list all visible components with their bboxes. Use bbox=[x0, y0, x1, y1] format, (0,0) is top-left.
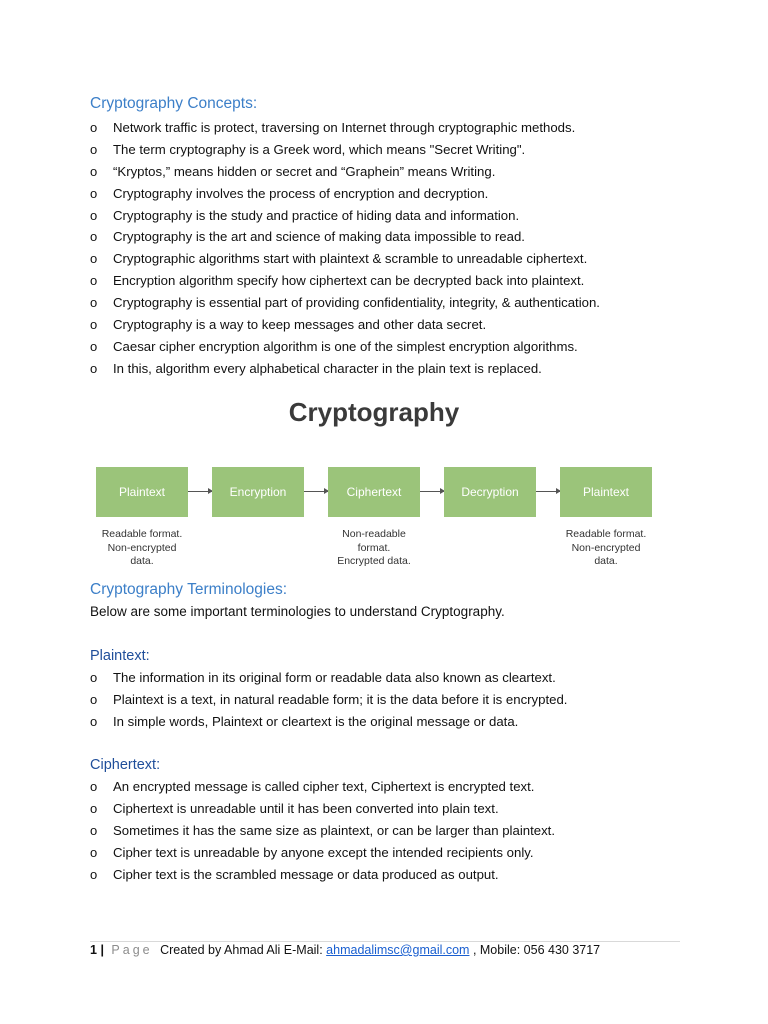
bullet-icon: o bbox=[90, 295, 98, 311]
note-line: Readable format. bbox=[565, 528, 647, 540]
list-item-text: In this, algorithm every alphabetical character in the plain text is replaced. bbox=[113, 360, 542, 376]
page-footer bbox=[90, 943, 600, 957]
ciphertext-heading: Ciphertext: bbox=[90, 757, 161, 773]
plaintext-heading: Plaintext: bbox=[90, 648, 150, 664]
plaintext-list bbox=[90, 667, 567, 733]
footer-divider bbox=[90, 941, 680, 942]
bullet-icon: o bbox=[90, 822, 98, 838]
page-number: 1 bbox=[90, 943, 97, 957]
list-item-text: Cryptography is essential part of providing confidentiality, integrity, & authentication. bbox=[113, 295, 600, 311]
list-item-text: Cipher text is unreadable by anyone except the intended recipients only. bbox=[113, 844, 534, 860]
diagram-box-plaintext-output: Plaintext bbox=[560, 467, 652, 517]
arrow-right-icon bbox=[188, 491, 212, 492]
bullet-icon: o bbox=[90, 251, 98, 267]
list-item-text: The term cryptography is a Greek word, which means "Secret Writing". bbox=[113, 141, 526, 157]
diagram-note-plaintext-output bbox=[556, 528, 656, 569]
concept-item bbox=[90, 183, 600, 205]
ciphertext-item bbox=[90, 798, 555, 820]
bullet-icon: o bbox=[90, 691, 98, 707]
footer-mobile: , Mobile: 056 430 3717 bbox=[472, 943, 601, 957]
note-line: Non-encrypted bbox=[571, 541, 641, 554]
ciphertext-list bbox=[90, 776, 555, 885]
bullet-icon: o bbox=[90, 713, 98, 729]
concept-item bbox=[90, 205, 600, 227]
bullet-icon: o bbox=[90, 779, 98, 794]
list-item-text: “Kryptos,” means hidden or secret and “Graphein” means Writing. bbox=[113, 163, 496, 179]
bullet-icon: o bbox=[90, 141, 98, 157]
concept-item bbox=[90, 358, 600, 380]
arrow-right-icon bbox=[420, 491, 444, 492]
list-item-text: Cryptographic algorithms start with plaintext & scramble to unreadable ciphertext. bbox=[113, 251, 588, 267]
note-line: Non-encrypted bbox=[107, 541, 177, 554]
list-item-text: Plaintext is a text, in natural readable form; it is the data before it is encrypted. bbox=[113, 691, 568, 707]
bullet-icon: o bbox=[90, 229, 98, 245]
diagram-box-decryption: Decryption bbox=[444, 467, 536, 517]
concept-item bbox=[90, 270, 600, 292]
ciphertext-item bbox=[90, 842, 555, 864]
footer-separator: | bbox=[100, 943, 104, 957]
list-item-text: Encryption algorithm specify how ciphertext can be decrypted back into plaintext. bbox=[113, 273, 585, 289]
concept-item bbox=[90, 248, 600, 270]
diagram-note-ciphertext bbox=[324, 528, 424, 569]
concept-item bbox=[90, 226, 600, 248]
bullet-icon: o bbox=[90, 185, 98, 201]
bullet-icon: o bbox=[90, 120, 98, 135]
diagram-box-encryption: Encryption bbox=[212, 467, 304, 517]
bullet-icon: o bbox=[90, 163, 98, 179]
diagram-box-plaintext: Plaintext bbox=[96, 467, 188, 517]
list-item-text: Network traffic is protect, traversing on Internet through cryptographic methods. bbox=[113, 120, 576, 135]
ciphertext-item bbox=[90, 820, 555, 842]
list-item-text: Cryptography is a way to keep messages and other data secret. bbox=[113, 317, 487, 333]
note-line: Readable format. bbox=[101, 528, 183, 540]
bullet-icon: o bbox=[90, 670, 98, 685]
concepts-heading: Cryptography Concepts: bbox=[90, 95, 258, 112]
list-item-text: In simple words, Plaintext or cleartext is the original message or data. bbox=[113, 713, 519, 729]
bullet-icon: o bbox=[90, 317, 98, 333]
list-item-text: Cryptography is the art and science of making data impossible to read. bbox=[113, 229, 525, 245]
concept-item bbox=[90, 139, 600, 161]
diagram-box-ciphertext: Ciphertext bbox=[328, 467, 420, 517]
list-item-text: Ciphertext is unreadable until it has been converted into plain text. bbox=[113, 800, 499, 816]
list-item-text: The information in its original form or readable data also known as cleartext. bbox=[113, 670, 556, 685]
note-line: data. bbox=[130, 555, 154, 567]
bullet-icon: o bbox=[90, 338, 98, 354]
note-line: format. bbox=[357, 541, 391, 554]
diagram-note-plaintext bbox=[92, 528, 192, 569]
footer-credit: Created by Ahmad Ali E-Mail: bbox=[160, 943, 323, 957]
plaintext-item bbox=[90, 667, 567, 689]
concept-item bbox=[90, 161, 600, 183]
terminologies-intro: Below are some important terminologies to understand Cryptography. bbox=[90, 604, 505, 619]
ciphertext-item bbox=[90, 864, 555, 886]
list-item-text: Sometimes it has the same size as plaintext, or can be larger than plaintext. bbox=[113, 822, 556, 838]
concepts-list bbox=[90, 117, 600, 380]
note-line: Non-readable bbox=[342, 528, 406, 540]
note-line: Encrypted data. bbox=[337, 555, 411, 567]
bullet-icon: o bbox=[90, 360, 98, 376]
note-line: data. bbox=[594, 555, 618, 567]
terminologies-heading: Cryptography Terminologies: bbox=[90, 581, 288, 598]
arrow-right-icon bbox=[536, 491, 560, 492]
list-item-text: Cryptography is the study and practice of hiding data and information. bbox=[113, 207, 520, 223]
list-item-text: Cryptography involves the process of encryption and decryption. bbox=[113, 185, 489, 201]
list-item-text: An encrypted message is called cipher text, Ciphertext is encrypted text. bbox=[113, 779, 535, 794]
bullet-icon: o bbox=[90, 866, 98, 882]
bullet-icon: o bbox=[90, 800, 98, 816]
list-item-text: Caesar cipher encryption algorithm is one of the simplest encryption algorithms. bbox=[113, 338, 578, 354]
concept-item bbox=[90, 314, 600, 336]
bullet-icon: o bbox=[90, 844, 98, 860]
bullet-icon: o bbox=[90, 207, 98, 223]
concept-item bbox=[90, 336, 600, 358]
plaintext-item bbox=[90, 711, 567, 733]
bullet-icon: o bbox=[90, 273, 98, 289]
page-label: Page bbox=[111, 943, 153, 957]
list-item-text: Cipher text is the scrambled message or data produced as output. bbox=[113, 866, 499, 882]
ciphertext-item bbox=[90, 776, 555, 798]
email-link[interactable]: ahmadalimsc@gmail.com bbox=[326, 943, 470, 957]
concept-item bbox=[90, 292, 600, 314]
diagram-title: Cryptography bbox=[288, 397, 460, 427]
arrow-right-icon bbox=[304, 491, 328, 492]
plaintext-item bbox=[90, 689, 567, 711]
concept-item bbox=[90, 117, 600, 139]
